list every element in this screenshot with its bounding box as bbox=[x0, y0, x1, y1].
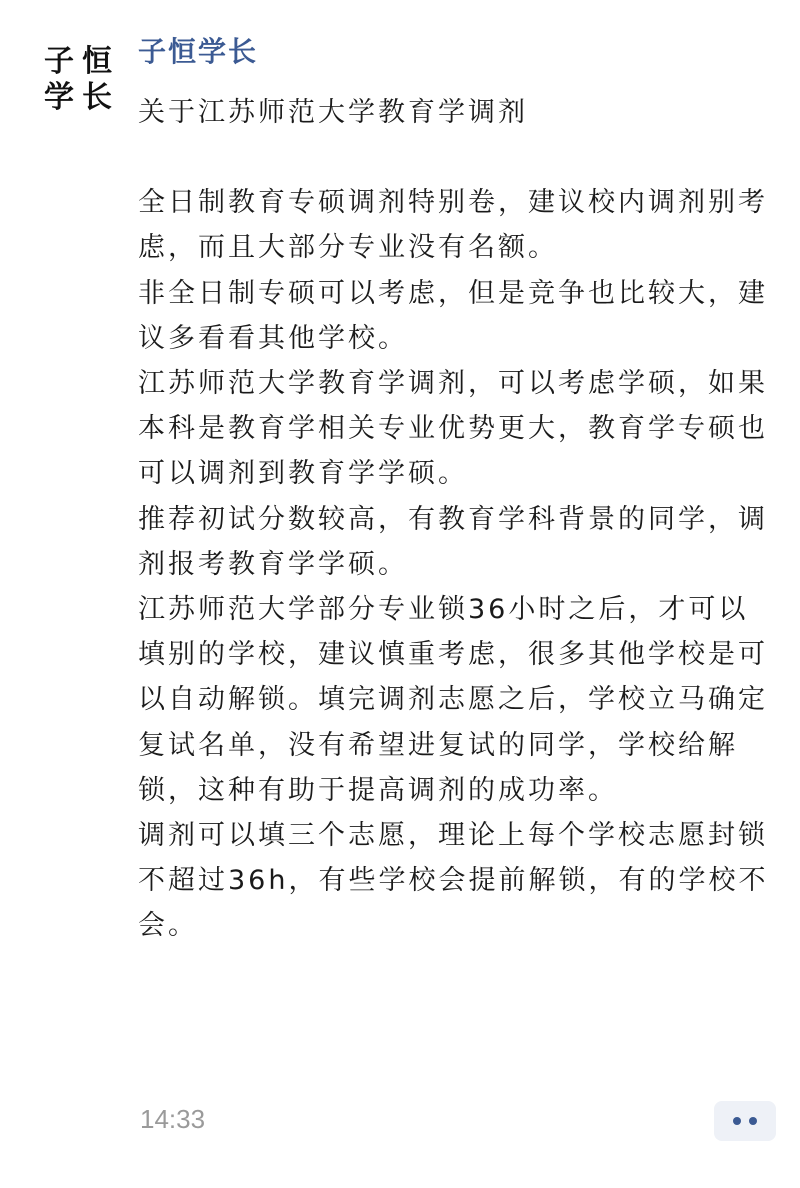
avatar-char: 子 bbox=[44, 44, 74, 79]
message-paragraph: 推荐初试分数较高，有教育学科背景的同学，调剂报考教育学学硕。 bbox=[138, 503, 768, 580]
message-body bbox=[138, 90, 778, 949]
avatar-char: 学 bbox=[44, 80, 74, 115]
avatar-char: 恒 bbox=[82, 44, 112, 79]
message-title: 关于江苏师范大学教育学调剂 bbox=[138, 97, 528, 128]
avatar[interactable] bbox=[40, 44, 116, 116]
more-dots-icon bbox=[733, 1117, 741, 1125]
sender-name[interactable]: 子恒学长 bbox=[138, 35, 259, 68]
message-paragraph: 江苏师范大学部分专业锁36小时之后，才可以填别的学校，建议慎重考虑，很多其他学校是可以自动解锁。填完调剂志愿之后，学校立马确定复试名单，没有希望进复试的同学，学校给解锁，这种有助于提高调剂的成功率。 bbox=[138, 594, 768, 806]
message-paragraph: 江苏师范大学教育学调剂，可以考虑学硕，如果本科是教育学相关专业优势更大，教育学专硕也可以调剂到教育学学硕。 bbox=[138, 368, 768, 490]
message-paragraph: 全日制教育专硕调剂特别卷，建议校内调剂别考虑，而且大部分专业没有名额。 bbox=[138, 187, 768, 264]
message-timestamp: 14:33 bbox=[140, 1104, 206, 1134]
avatar-char: 长 bbox=[82, 80, 112, 115]
message-paragraph: 调剂可以填三个志愿，理论上每个学校志愿封锁不超过36h，有些学校会提前解锁，有的学校不会。 bbox=[138, 820, 769, 942]
more-dots-icon bbox=[749, 1117, 757, 1125]
more-options-button[interactable] bbox=[714, 1101, 776, 1141]
message-paragraph: 非全日制专硕可以考虑，但是竞争也比较大，建议多看看其他学校。 bbox=[138, 277, 768, 354]
